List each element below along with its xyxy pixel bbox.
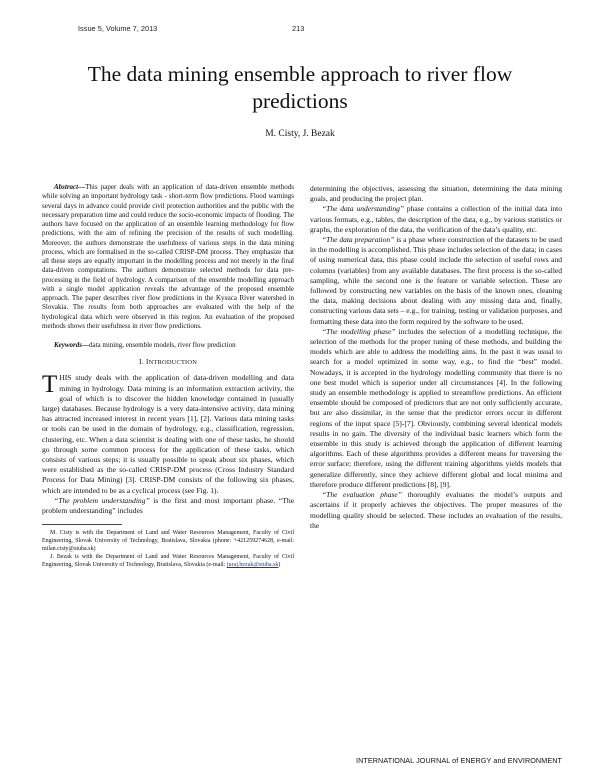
right-paragraph-0: determining the objectives, assessing the situation, determining the data mining goals, and producing the project plan. — [310, 184, 562, 204]
phase-data-understanding: “The data understanding” — [322, 204, 405, 214]
right-paragraph-1-text: phase contains a collection of the initial data into various formats, e.g., tables, the description of the data, e.g., by various statistics or graphs, the exploration of the data, the verification of the data’s quality, etc. — [310, 204, 562, 234]
intro-text-2: is the first and most important phase. “The problem understanding” includes — [42, 495, 294, 516]
abstract — [42, 183, 294, 331]
author-email-link[interactable]: juraj.bezak@stuba.sk — [226, 562, 279, 569]
drop-cap: T — [42, 371, 58, 399]
intro-paragraph-1 — [42, 373, 294, 495]
intro-paragraph-2 — [42, 496, 294, 516]
footnote-2-end: ) — [278, 562, 281, 569]
footnote-2-text: J. Bezak is with the Department of Land and Water Resources Management, Faculty of Civil Engineering, Slovak University of Technology, Bratislava, Slovakia (e-mail: — [42, 554, 294, 569]
paper-authors: M. Cisty, J. Bezak — [265, 129, 335, 139]
section-title-rest: NTRODUCTION — [148, 359, 198, 367]
section-initial: I — [145, 357, 149, 367]
phase-problem-understanding: “The problem understanding” — [54, 495, 150, 505]
paper-title: The data mining ensemble approach to river flow predictions — [87, 62, 513, 113]
section-numeral: I. — [138, 357, 146, 367]
left-column — [42, 183, 294, 569]
footnote-author-1: M. Cisty is with the Department of Land and Water Resources Management, Faculty of Civil Engineering, Slovak University of Technology, Bratislava, Slovakia (phone: +421259274628, e-mail: milan.cisty@stuba.sk) — [42, 530, 294, 553]
right-paragraph-4 — [310, 490, 562, 531]
right-paragraph-3-text: includes the selection of a modelling technique, the selection of the methods for the proper tuning of these methods, and building the models which are able to address the modelling aims. In the past it was usual to search for a model optimized in some way, e.g., to find the “best” model. Nowadays, it is accepted in the hydrology modelling community that there is no one best model which is superior under all circumstances [4]. In the following study an ensemble methodology is applied to streamflow predictions. An efficient ensemble should be composed of predictors that are not only sufficiently accurate, but are also dissimilar, in the sense that the predictor errors occur in different regions of the input space [5]-[7]. Obviously, combining several identical models results in no gain. The diversity of the individual basic learners which form the ensemble in this study is achieved through the application of different learning algorithms. Each of these algorithms provides a different means for traversing the error surface; therefore, using the different training algorithms yields models that generalize differently, since they achieve different global and local minima and therefore produce different predictions [8], [9]. — [310, 326, 562, 489]
right-paragraph-1 — [310, 204, 562, 235]
right-paragraph-2-text: is a phase where construction of the datasets to be used in the modelling is accomplished. This phase includes selection of the data; in cases of using numerical data, this phase could include the selection of useful rows and columns (variables) from any available databases. The first process is the so-called sampling, while the second one is the feature or variable selection. These are followed by constructing new variables on the basis of the known ones, cleaning the data, making decisions about dealing with any missing data and, finally, constructing various data sets – e.g., for training, testing or validation purposes, and formatting these data into the form required by the software to be used. — [310, 235, 562, 326]
footnote-rule — [42, 524, 122, 525]
keywords-text: data mining, ensemble models, river flow prediction — [89, 341, 236, 349]
keywords — [42, 341, 294, 350]
abstract-text: This paper deals with an application of data-driven ensemble methods while solving an important hydrology task - short-term flow predictions. Flood warnings several days in advance could provide civil protection authorities and the public with the necessary preparation time and could reduce the socio-economic impacts of flooding. The authors have focused on the application of an ensemble learning methodology for flow predictions, with the aim of refining the precision of the results of such modelling. Moreover, the authors demonstrate the usefulness of various steps in the data mining process, which are formalised in the so-called CRISP-DM process. They emphasize that all these steps are equally important in the modelling process and not merely in the final data-driven computations. The authors demonstrate selected methods for data pre-processing in the field of hydrology. A comparison of the ensemble modelling approach with a single model application reveals the advantage of the proposed ensemble approach. The paper describes river flow predictions in the Kysuca River watershed in Slovakia. The results from both approaches are evaluated with the help of the hydrological data which were observed in this region. An evaluation of the proposed methods shows their usefulness in river flow predictions. — [42, 183, 294, 330]
footnote-author-2 — [42, 553, 294, 569]
journal-footer: INTERNATIONAL JOURNAL of ENERGY and ENVIRONMENT — [356, 756, 562, 765]
right-paragraph-2 — [310, 235, 562, 327]
issue-header: Issue 5, Volume 7, 2013 — [78, 24, 158, 33]
right-paragraph-3 — [310, 327, 562, 490]
page-number: 213 — [292, 24, 305, 33]
keywords-label: Keywords— — [54, 341, 89, 349]
phase-data-preparation: “The data preparation” — [322, 235, 395, 245]
abstract-label: Abstract— — [54, 183, 86, 191]
intro-text-1: HIS study deals with the application of data-driven modelling and data mining in hydrology. Data mining is an information extraction activity, the goal of which is to discover the hidden knowledge contained in (usually large) databases. Because hydrology is a very data-intensive activity, data mining has attracted increased interest in recent years [1], [2]. Various data mining tasks or tools can be used in the domain of hydrology, e.g., classification, regression, clustering, etc. When a data scientist is dealing with one of these tasks, he should go through some common process for the application of these tasks, which consists of various steps; it is usually possible to speak about six phases, which were established as the so-called CRISP-DM process (Cross Industry Standard Process for Data Mining) [3]. CRISP-DM consists of the following six phases, which are intended to be as a cyclical process (see Fig. 1). — [42, 373, 294, 495]
phase-modelling: “The modelling phase” — [322, 326, 396, 336]
right-column — [310, 184, 562, 531]
right-paragraph-4-text: thoroughly evaluates the model’s outputs and ascertains if it properly achieves the objectives. The proper measures of the modelling quality should be selected. These includes an evaluation of the results, the — [310, 490, 562, 530]
section-heading-introduction — [42, 357, 294, 368]
phase-evaluation: “The evaluation phase” — [322, 490, 402, 500]
